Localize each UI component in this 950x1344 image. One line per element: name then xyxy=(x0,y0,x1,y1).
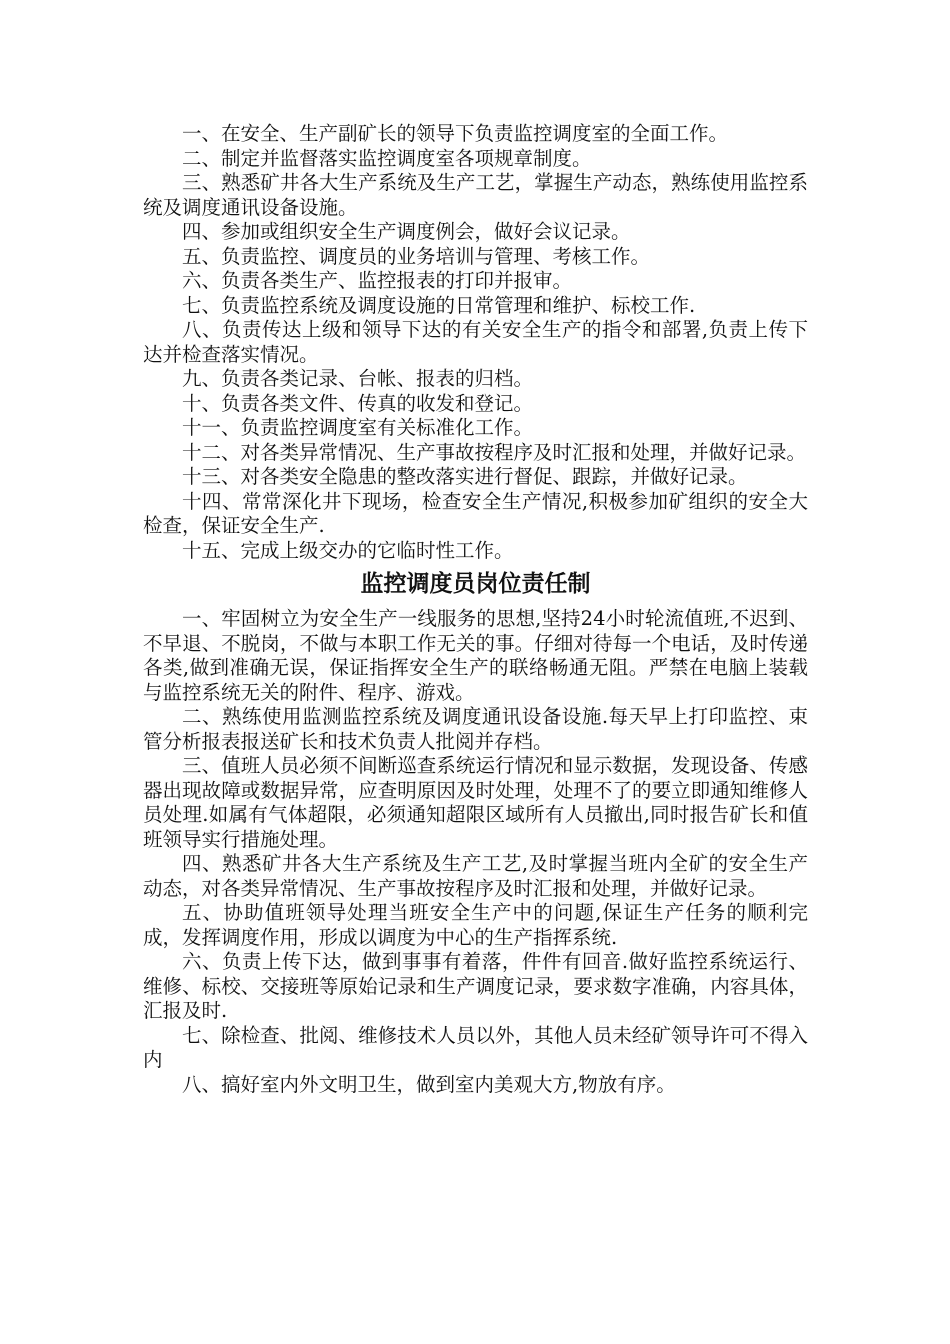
dispatcher-item-8: 八、搞好室内外文明卫生，做到室内美观大方,物放有序。 xyxy=(182,1072,676,1096)
duty-item-8: 八、负责传达上级和领导下达的有关安全生产的指令和部署,负责上传下达并检查落实情况。 xyxy=(143,318,808,366)
dispatcher-item-1: 一、牢固树立为安全生产一线服务的思想,坚持24小时轮流值班,不迟到、不早退、不脱岗，不做与本职工作无关的事。仔细对待每一个电话，及时传递各类,做到准确无误，保证指挥安全生产的联络畅通无阻。严禁在电脑上装载与监控系统无关的附件、程序、游戏。 xyxy=(143,607,808,704)
dispatcher-item-5: 五、协助值班领导处理当班安全生产中的问题,保证生产任务的顺利完成，发挥调度作用，形成以调度为中心的生产指挥系统. xyxy=(143,901,808,949)
duty-item-3: 三、熟悉矿井各大生产系统及生产工艺，掌握生产动态，熟练使用监控系统及调度通讯设备设施。 xyxy=(143,171,808,219)
dispatcher-item-4: 四、熟悉矿井各大生产系统及生产工艺,及时掌握当班内全矿的安全生产动态，对各类异常情况、生产事故按程序及时汇报和处理，并做好记录。 xyxy=(143,852,808,900)
document-body xyxy=(143,122,808,1097)
duty-item-11: 十一、负责监控调度室有关标准化工作。 xyxy=(182,416,534,439)
duty-item-10: 十、负责各类文件、传真的收发和登记。 xyxy=(182,391,534,415)
dispatcher-item-6: 六、负责上传下达，做到事事有着落，件件有回音.做好监控系统运行、维修、标校、交接班等原始记录和生产调度记录，要求数字准确，内容具体，汇报及时. xyxy=(143,950,808,1022)
duty-item-7: 七、负责监控系统及调度设施的日常管理和维护、标校工作. xyxy=(182,293,696,317)
duty-item-15: 十五、完成上级交办的它临时性工作。 xyxy=(182,538,514,562)
duty-item-12: 十二、对各类异常情况、生产事故按程序及时汇报和处理，并做好记录。 xyxy=(182,440,807,464)
dispatcher-item-2: 二、熟练使用监测监控系统及调度通讯设备设施.每天早上打印监控、束管分析报表报送矿长和技术负责人批阅并存档。 xyxy=(143,705,808,753)
duty-item-1: 一、在安全、生产副矿长的领导下负责监控调度室的全面工作。 xyxy=(182,122,729,145)
duty-item-2: 二、制定并监督落实监控调度室各项规章制度。 xyxy=(182,146,592,170)
dispatcher-item-7: 七、除检查、批阅、维修技术人员以外，其他人员未经矿领导许可不得入内 xyxy=(143,1023,808,1071)
duty-item-9: 九、负责各类记录、台帐、报表的归档。 xyxy=(182,367,534,390)
duty-item-13: 十三、对各类安全隐患的整改落实进行督促、跟踪，并做好记录。 xyxy=(182,465,748,488)
duty-item-6: 六、负责各类生产、监控报表的打印并报审。 xyxy=(182,269,573,292)
section-title: 监控调度员岗位责任制 xyxy=(360,571,591,597)
dispatcher-item-3: 三、值班人员必须不间断巡查系统运行情况和显示数据，发现设备、传感器出现故障或数据异常，应查明原因及时处理，处理不了的要立即通知维修人员处理.如属有气体超限，必须通知超限区域所有人员撤出,同时报告矿长和值班领导实行措施处理。 xyxy=(143,754,808,851)
duty-item-5: 五、负责监控、调度员的业务培训与管理、考核工作。 xyxy=(182,244,651,268)
duty-item-14: 十四、常常深化井下现场，检查安全生产情况,积极参加矿组织的安全大检查，保证安全生产. xyxy=(143,489,808,537)
duty-item-4: 四、参加或组织安全生产调度例会，做好会议记录。 xyxy=(182,220,631,243)
